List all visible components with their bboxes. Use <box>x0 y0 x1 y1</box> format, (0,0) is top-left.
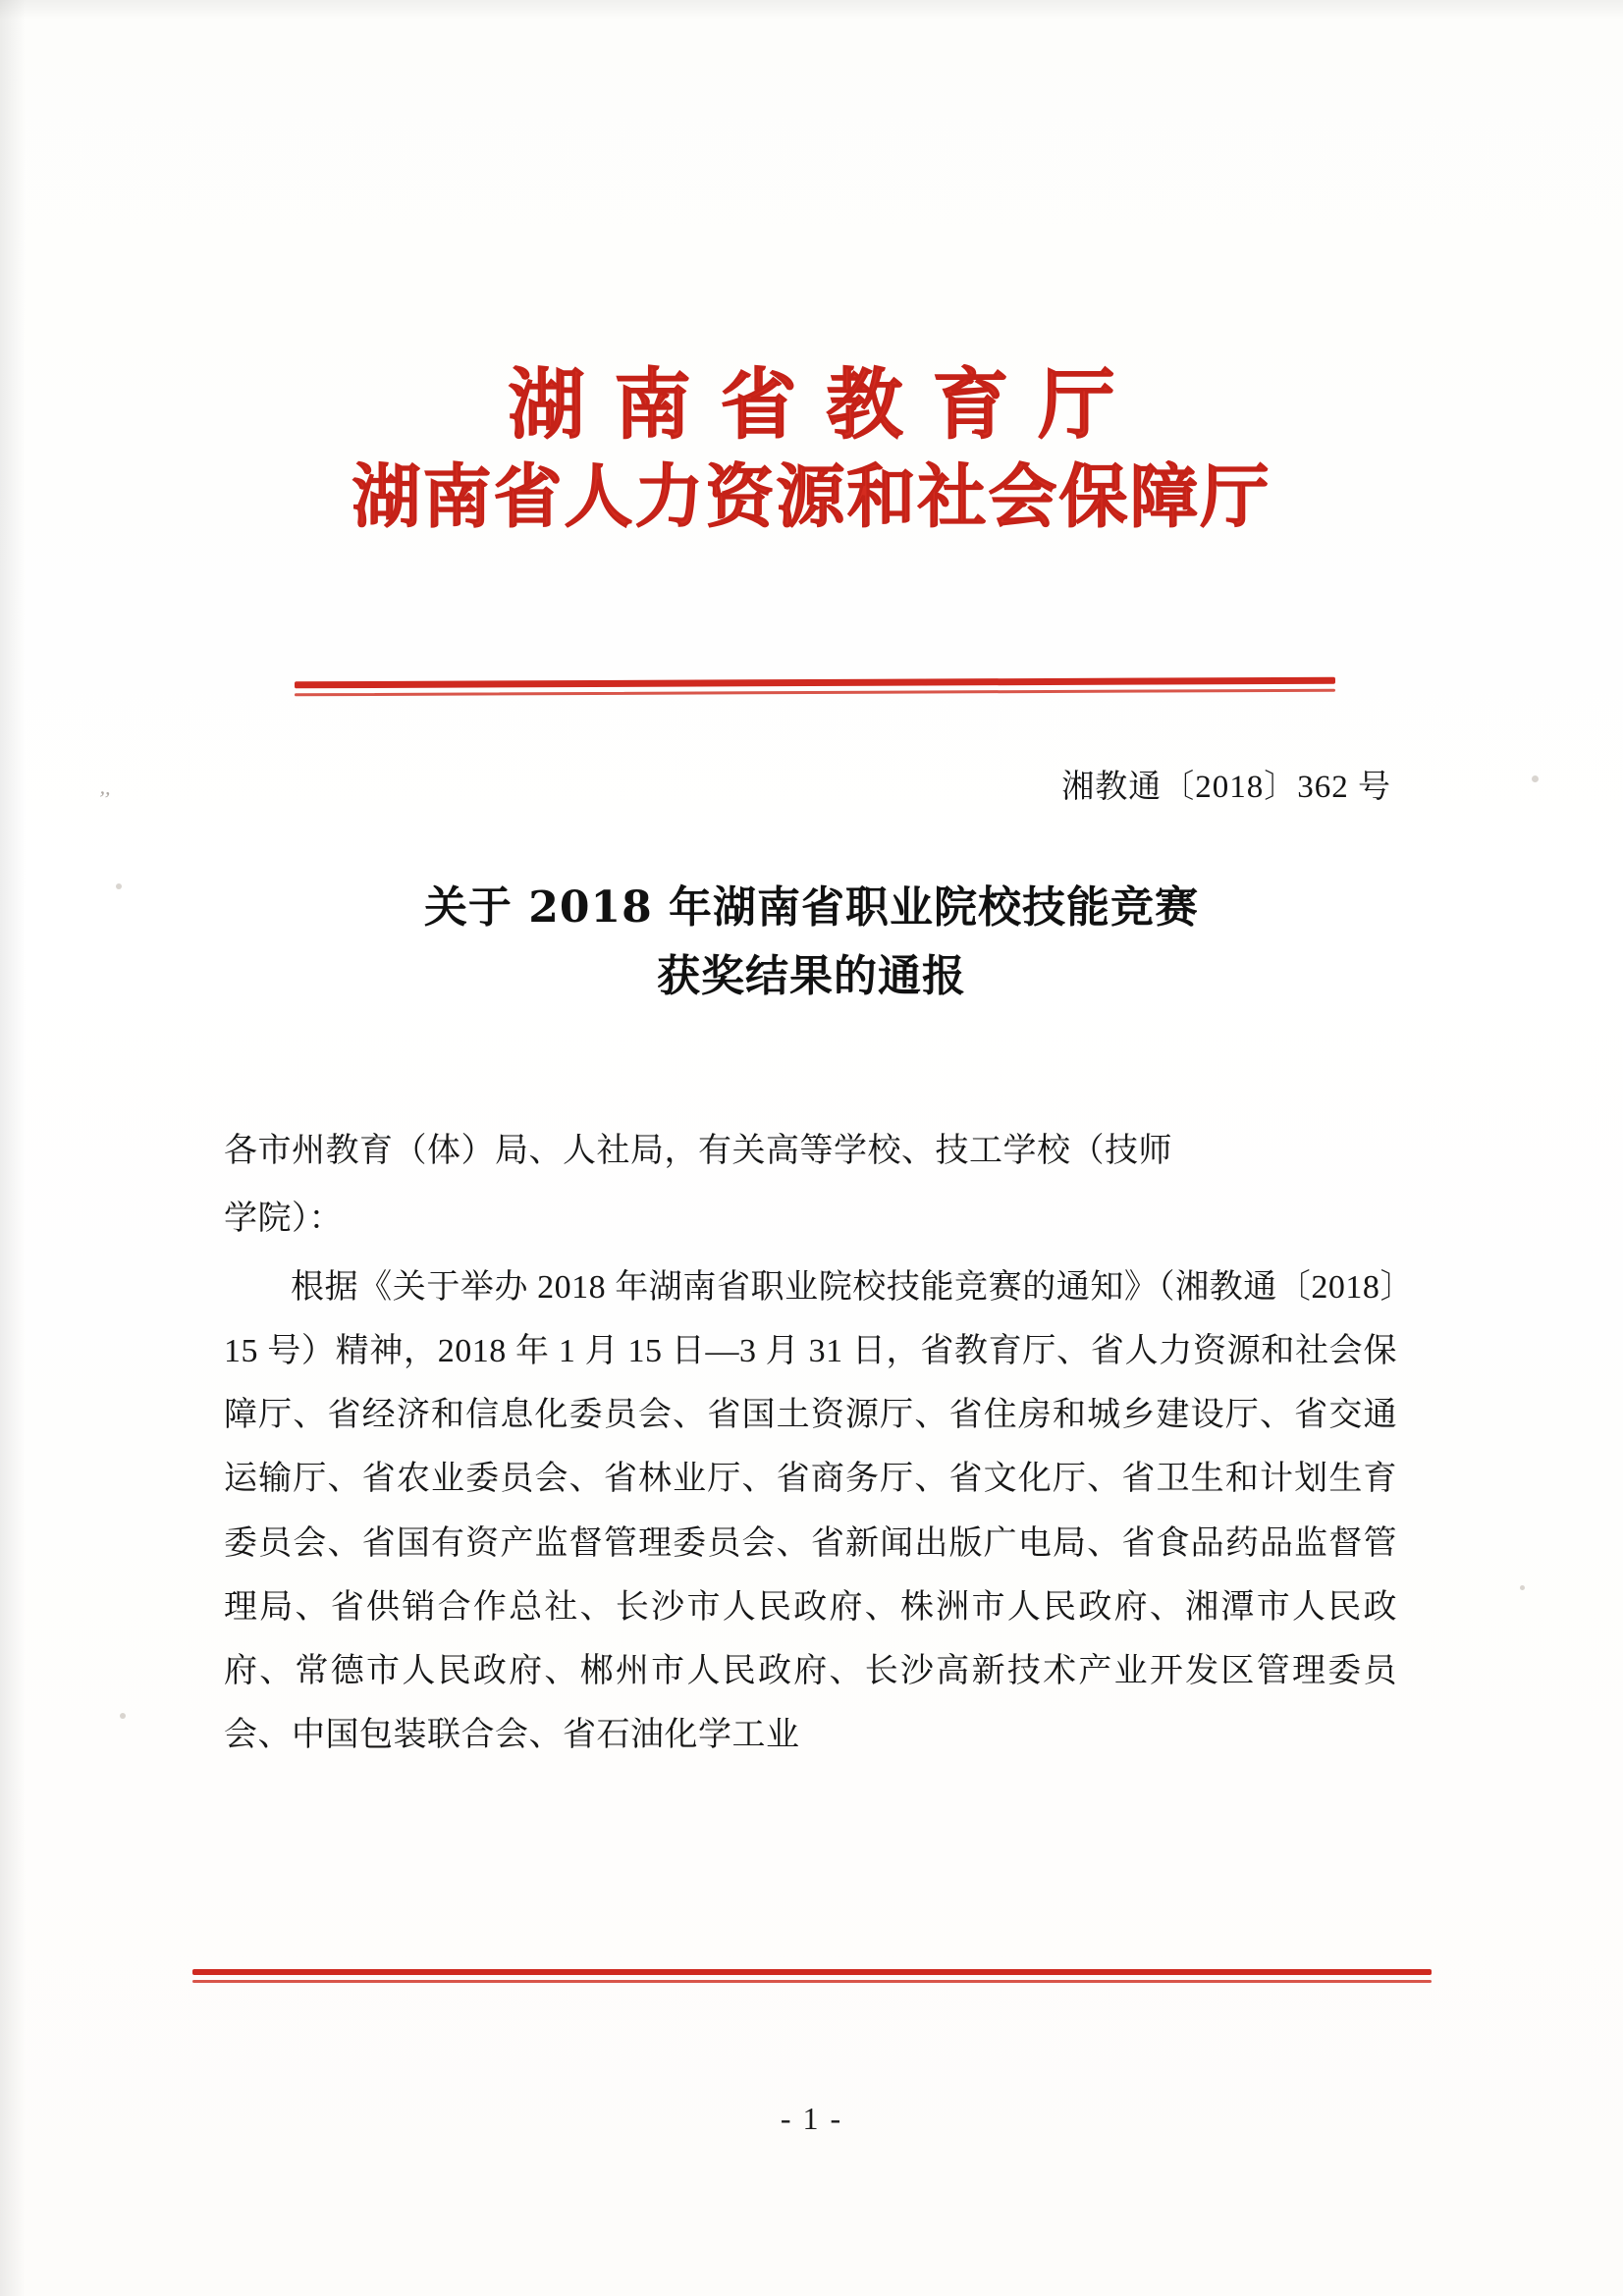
issuing-org-secondary: 湖南省人力资源和社会保障厅 <box>352 454 1271 537</box>
document-title-line-2: 获奖结果的通报 <box>657 951 966 1002</box>
salutation-line-1: 各市州教育（体）局、人社局，有关高等学校、技工学校（技师 <box>224 1133 1172 1169</box>
scan-speck <box>120 1713 126 1719</box>
scan-margin-mark: ,, <box>98 774 114 800</box>
scan-edge-shadow-top <box>0 0 1623 20</box>
letterhead <box>0 360 1623 537</box>
footer-rule-thin <box>192 1980 1432 1983</box>
scan-speck <box>1520 1585 1525 1590</box>
letterhead-rule-thick <box>295 677 1335 689</box>
letterhead-rule-thin <box>295 689 1335 697</box>
scan-edge-shadow <box>0 0 26 2296</box>
footer-rule-thick <box>192 1969 1432 1975</box>
scan-speck <box>116 883 122 889</box>
issuing-org-primary: 湖南省教育厅 <box>508 360 1145 450</box>
document-title <box>0 874 1623 1012</box>
document-title-line-1: 关于 2018 年湖南省职业院校技能竞赛 <box>423 882 1200 933</box>
document-number: 湘教通〔2018〕362 号 <box>1061 770 1391 805</box>
page-number: - 1 - <box>780 2101 843 2136</box>
document-body <box>224 1119 1397 1772</box>
scan-speck <box>1532 775 1539 782</box>
salutation-line-2: 学院）： <box>224 1201 343 1238</box>
body-paragraph-1: 根据《关于举办 2018 年湖南省职业院校技能竞赛的通知》（湘教通〔2018〕15 号）精神，2018 年 1 月 15 日—3 月 31 日，省教育厅、省人力资源和社会保障厅、省经济和信息化委员会、省国土资源厅、省住房和城乡建设厅、省交通运输厅、省农业委员会、省林业厅、省商务厅、省文化厅、省卫生和计划生育委员会、省国有资产监督管理委员会、省新闻出版广电局、省食品药品监督管理局、省供销合作总社、长沙市人民政府、株洲市人民政府、湘潭市人民政府、常德市人民政府、郴州市人民政府、长沙高新技术产业开发区管理委员会、中国包装联合会、省石油化学工业 <box>224 1268 1397 1754</box>
